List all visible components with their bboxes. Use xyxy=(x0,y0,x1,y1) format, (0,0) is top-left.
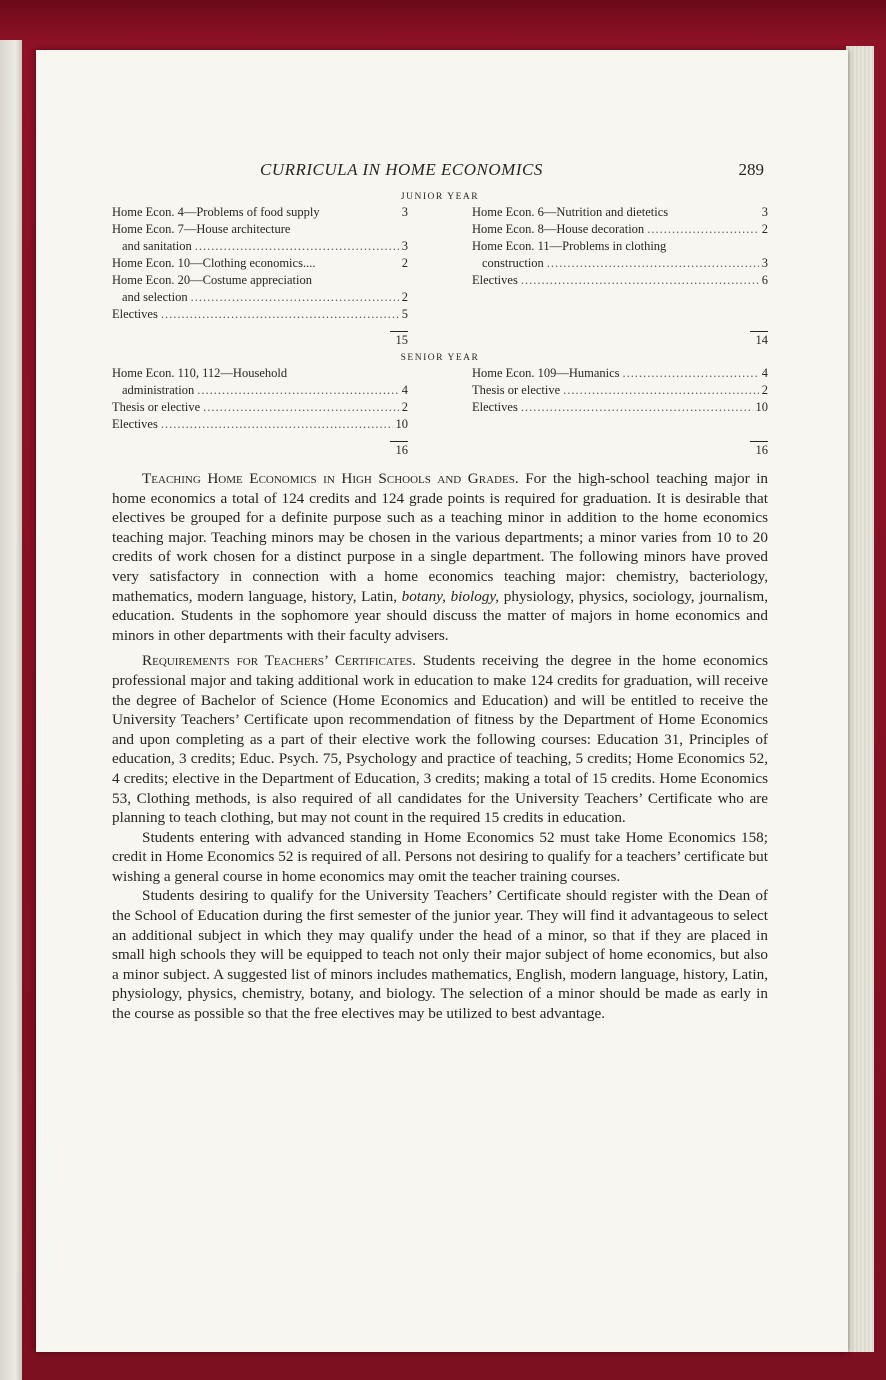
paragraph-heading: Requirements for Teachers’ Certificates. xyxy=(142,652,416,670)
course-row: Electives ..... 5 xyxy=(112,306,408,323)
total-rule xyxy=(472,433,768,442)
total-rule xyxy=(472,323,768,332)
senior-left-total: 16 xyxy=(395,443,408,457)
course-row: Home Econ. 6—Nutrition and dietetics 3 xyxy=(472,205,768,219)
junior-year-table xyxy=(112,204,768,349)
paragraph-certificate-registration: Students desiring to qualify for the University Teachers’ Certificate should register with the Dean of the School of Education during the first semester of the junior year. They will find it advantageous to select an additional subject in which they may qualify under the head of a minor, so that if they are placed in small high schools they will be equipped to teach not only their major subject of home economics, but also a minor subject. A suggested list of minors includes mathematics, English, modern language, history, Latin, physiology, physics, chemistry, botany, and biology. The selection of a minor should be made as early in the course as possible so that the free electives may be utilized to best advantage. xyxy=(112,887,768,1023)
course-row: Home Econ. 20—Costume appreciation xyxy=(112,273,312,287)
course-row: Electives ..... 6 xyxy=(472,272,768,289)
course-row: construction ..... 3 xyxy=(472,255,768,272)
course-row: Electives ..... 10 xyxy=(112,416,408,433)
junior-year-heading: JUNIOR YEAR xyxy=(400,192,480,202)
senior-right-column xyxy=(472,365,768,459)
book-page xyxy=(36,50,848,1352)
junior-left-total: 15 xyxy=(395,333,408,347)
course-row: Home Econ. 109—Humanics ..... 4 xyxy=(472,365,768,382)
running-head xyxy=(112,160,768,188)
senior-year-table xyxy=(112,365,768,459)
previous-page-edge xyxy=(0,40,22,1380)
course-row: Home Econ. 4—Problems of food supply 3 xyxy=(112,205,408,219)
course-row: Home Econ. 110, 112—Household xyxy=(112,366,288,380)
paragraph-requirements: Requirements for Teachers’ Certificates. Students receiving the degree in the home economics professional major and taking additional work in education to make 124 credits for graduation, will receive the degree of Bachelor of Science (Home Economics and Education) and will be entitled to receive the University Teachers’ Certificate upon recommendation of fitness by the Department of Home Economics and upon completing as a part of their elective work the following courses: Education 31, Principles of education, 3 credits; Educ. Psych. 75, Psychology and practice of teaching, 5 credits; Home Economics 52, 4 credits; elective in the Department of Education, 3 credits; making a total of 15 credits. Home Economics 53, Clothing methods, is also required of all candidates for the University Teachers’ Certificate who are planning to teach clothing, but may not count in the required 15 credits in education. xyxy=(112,652,768,827)
total-rule xyxy=(112,433,408,442)
running-title: CURRICULA IN HOME ECONOMICS xyxy=(260,160,543,179)
paragraph-teaching: Teaching Home Economics in High Schools and Grades. For the high-school teaching major in home economics a total of 124 credits and 124 grade points is required for graduation. It is desirable that electives be grouped for a definite purpose such as a teaching minor in addition to the home economics teaching major. Teaching minors may be chosen in the various departments; a minor varies from 10 to 20 credits of work chosen for a distinct purpose in a single department. The following minors have proved very satisfactory in connection with a home economics teaching major: chemistry, bacteriology, mathematics, modern language, history, Latin, botany, biology, physiology, physics, sociology, journalism, education. Students in the sophomore year should discuss the matter of majors in home economics and minors in other departments with their faculty advisers. xyxy=(112,470,769,644)
course-row: and selection ..... 2 xyxy=(112,289,408,306)
junior-left-column xyxy=(112,204,408,349)
body-text xyxy=(112,469,768,1024)
course-row: Home Econ. 7—House architecture xyxy=(112,222,291,236)
junior-right-total: 14 xyxy=(755,333,768,347)
course-row: Home Econ. 8—House decoration ..... 2 xyxy=(472,221,768,238)
senior-year-heading: SENIOR YEAR xyxy=(400,353,480,363)
junior-right-column xyxy=(472,204,768,349)
senior-left-column xyxy=(112,365,408,459)
page-stack-edge xyxy=(846,46,874,1352)
course-row: Thesis or elective ..... 2 xyxy=(112,399,408,416)
course-row: Home Econ. 11—Problems in clothing xyxy=(472,239,667,253)
page-content xyxy=(112,160,768,1024)
course-row: Thesis or elective ..... 2 xyxy=(472,382,768,399)
paragraph-advanced-standing: Students entering with advanced standing in Home Economics 52 must take Home Economics 158; credit in Home Economics 52 is required of all. Persons not desiring to qualify for a teachers’ certificate but wishing a general course in home economics may omit the teacher training courses. xyxy=(112,828,768,885)
total-rule xyxy=(112,323,408,332)
course-row: Home Econ. 10—Clothing economics.... 2 xyxy=(112,256,408,270)
course-row: administration ..... 4 xyxy=(112,382,408,399)
page-number: 289 xyxy=(738,160,764,179)
senior-right-total: 16 xyxy=(755,443,768,457)
paragraph-heading: Teaching Home Economics in High Schools and Grades. xyxy=(142,470,519,487)
course-row: Electives ..... 10 xyxy=(472,399,768,416)
course-row: and sanitation ..... 3 xyxy=(112,238,408,255)
